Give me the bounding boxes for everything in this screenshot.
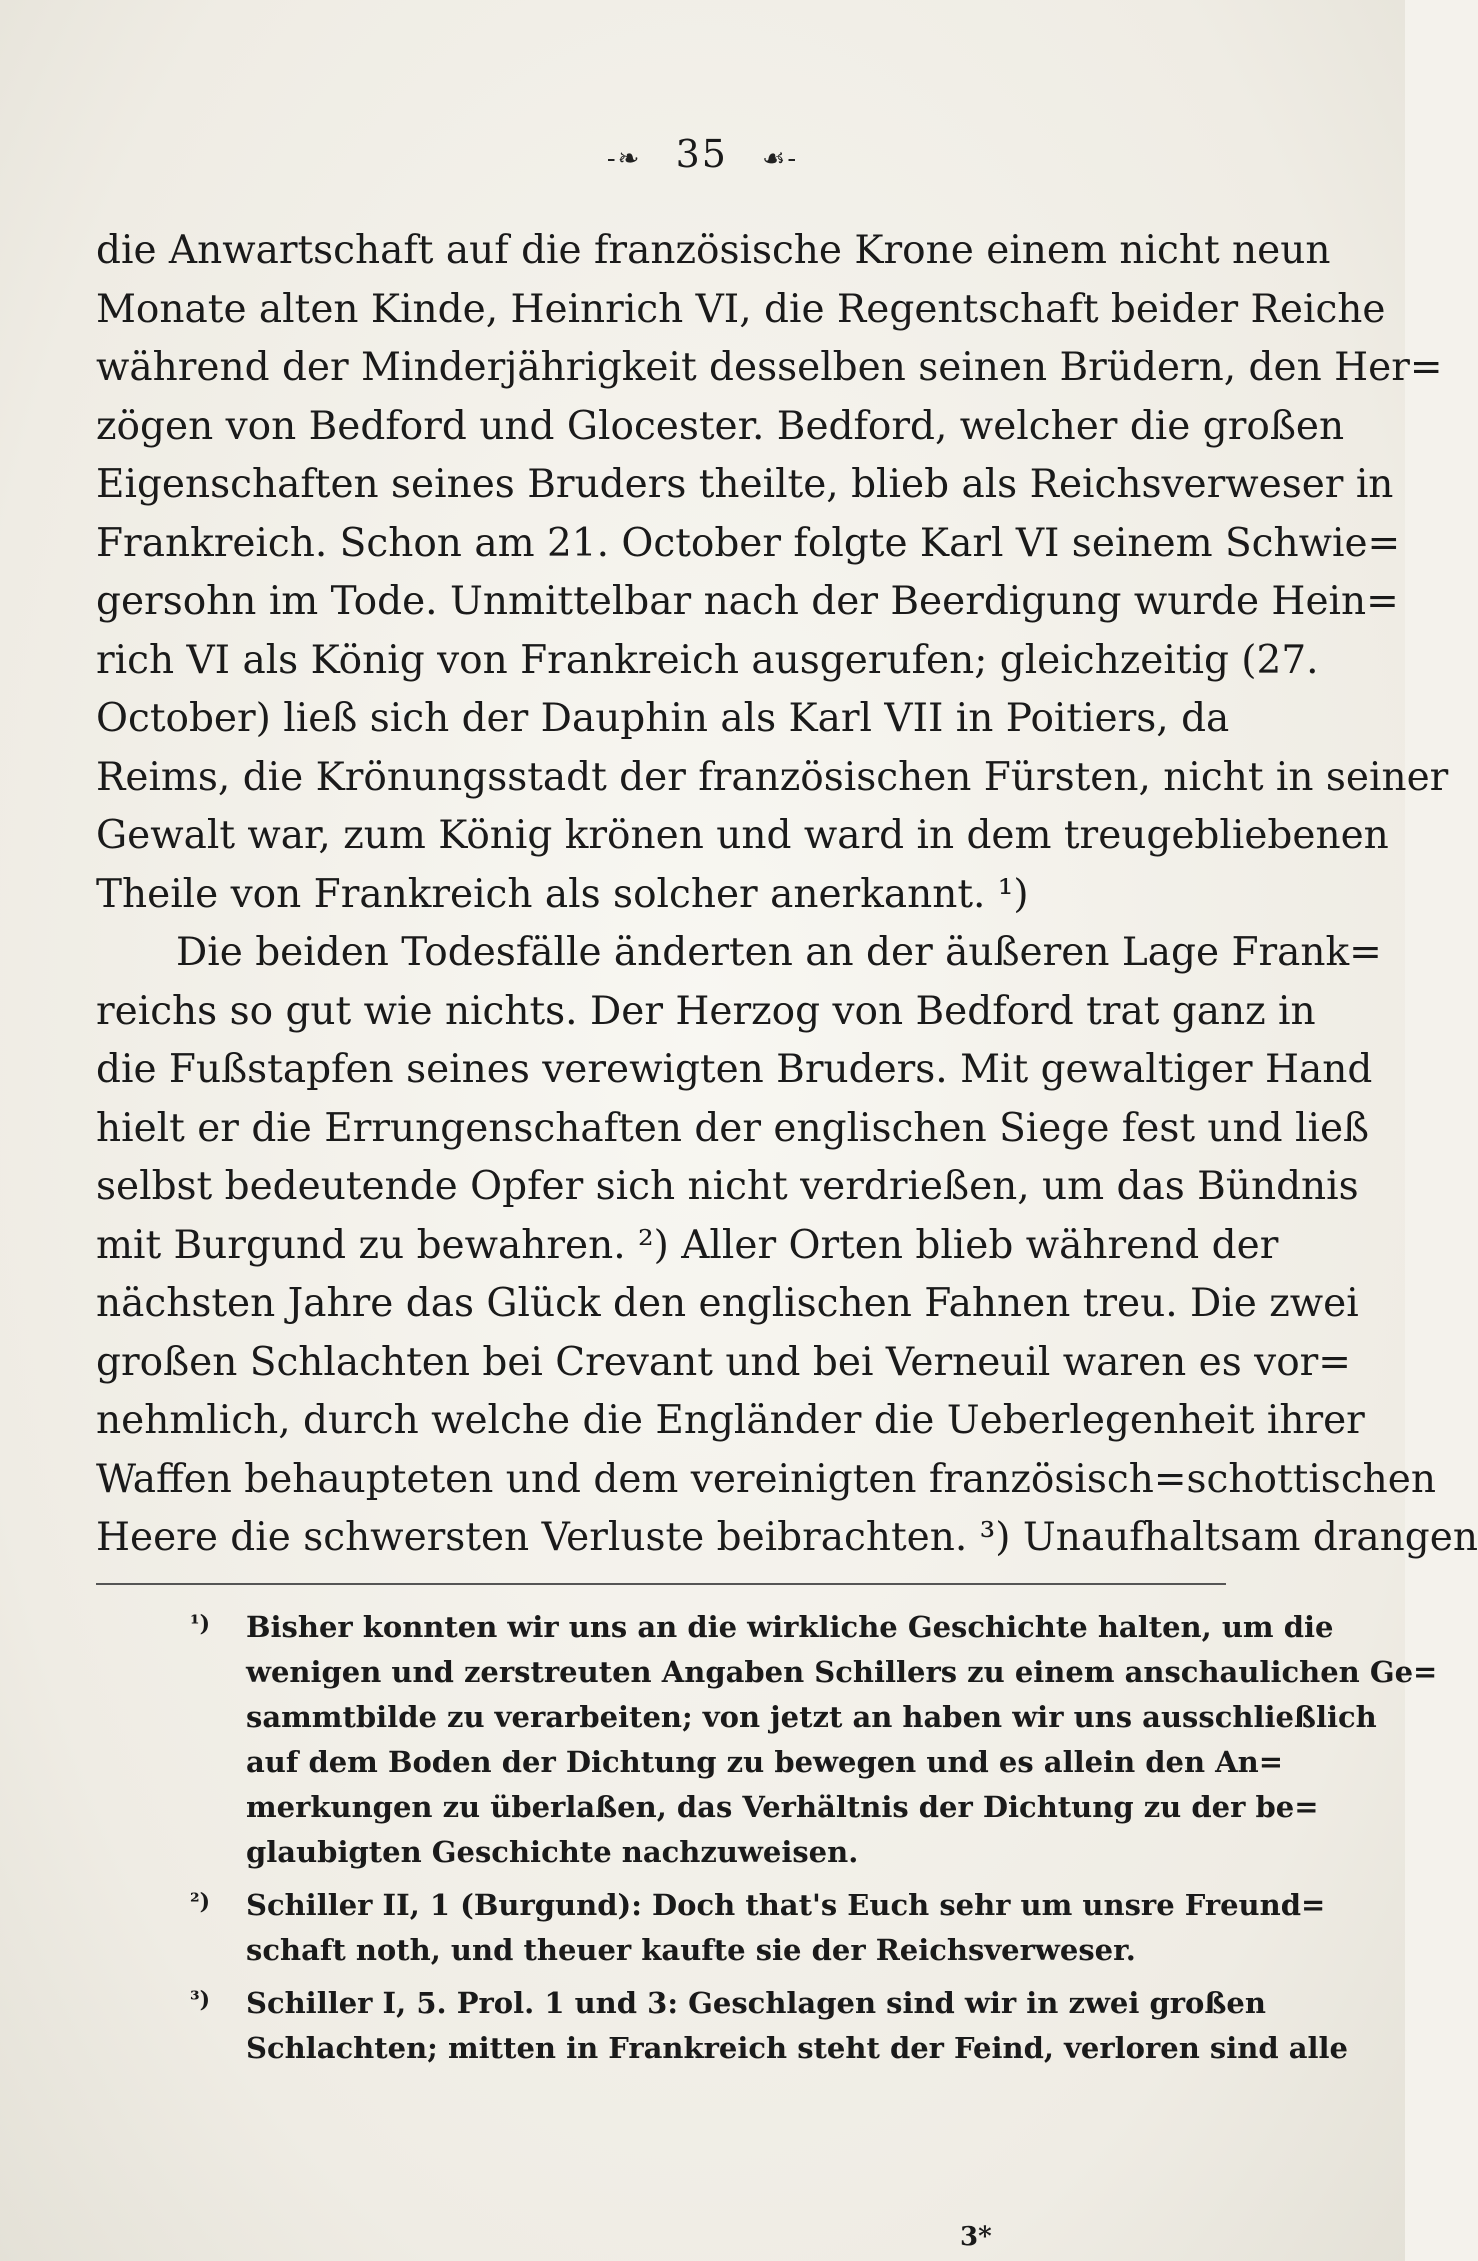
signature-mark: 3* xyxy=(960,2222,992,2252)
ornament-left-icon: -❧ xyxy=(606,144,642,174)
text-line: Theile von Frankreich als solcher anerkannt. ¹) xyxy=(96,871,1029,917)
footnote-line: Bisher konnten wir uns an die wirkliche Geschichte halten, um die xyxy=(246,1610,1334,1644)
footnote-line: Schiller II, 1 (Burgund): Doch that's Euch sehr um unsre Freund= xyxy=(246,1888,1326,1922)
text-line: Reims, die Krönungsstadt der französischen Fürsten, nicht in seiner xyxy=(96,754,1449,800)
footnote-line: Schiller I, 5. Prol. 1 und 3: Geschlagen sind wir in zwei großen xyxy=(246,1986,1266,2020)
footnotes xyxy=(96,1605,1438,2071)
text-line: gersohn im Tode. Unmittelbar nach der Beerdigung wurde Hein= xyxy=(96,579,1399,624)
text-line: Monate alten Kinde, Heinrich VI, die Regentschaft beider Reiche xyxy=(96,286,1386,332)
footnote-line: sammtbilde zu verarbeiten; von jetzt an haben wir uns ausschließlich xyxy=(246,1700,1377,1734)
footnote-2 xyxy=(96,1883,1326,1973)
page-header xyxy=(0,132,1405,176)
main-text xyxy=(96,222,1478,1568)
text-line: hielt er die Errungenschaften der englischen Siege fest und ließ xyxy=(96,1105,1370,1151)
footnote-3 xyxy=(96,1981,1348,2071)
footnote-line: wenigen und zerstreuten Angaben Schillers zu einem anschaulichen Ge= xyxy=(246,1655,1438,1689)
footnote-line: Schlachten; mitten in Frankreich steht der Feind, verloren sind alle xyxy=(246,2031,1348,2065)
ornament-right-icon: ☙- xyxy=(762,144,799,174)
footnote-line: auf dem Boden der Dichtung zu bewegen und es allein den An= xyxy=(246,1745,1284,1779)
text-line: die Fußstapfen seines verewigten Bruders. Mit gewaltiger Hand xyxy=(96,1047,1373,1092)
text-line: mit Burgund zu bewahren. ²) Aller Orten blieb während der xyxy=(96,1222,1279,1268)
text-line: October) ließ sich der Dauphin als Karl VII in Poitiers, da xyxy=(96,696,1230,741)
footnote-marker: ¹) xyxy=(190,1611,211,1637)
text-line: Eigenschaften seines Bruders theilte, blieb als Reichsverweser in xyxy=(96,462,1394,507)
text-line: nächsten Jahre das Glück den englischen Fahnen treu. Die zwei xyxy=(96,1281,1359,1326)
text-line: Heere die schwersten Verluste beibrachten. ³) Unaufhaltsam drangen xyxy=(96,1515,1478,1560)
text-line: nehmlich, durch welche die Engländer die Ueberlegenheit ihrer xyxy=(96,1398,1365,1443)
text-line: rich VI als König von Frankreich ausgerufen; gleichzeitig (27. xyxy=(96,637,1319,683)
footnote-1 xyxy=(96,1605,1438,1875)
footnote-line: schaft noth, und theuer kaufte sie der Reichsverweser. xyxy=(246,1933,1136,1967)
text-line: Frankreich. Schon am 21. October folgte Karl VI seinem Schwie= xyxy=(96,520,1401,566)
footnote-line: merkungen zu überlaßen, das Verhältnis der Dichtung zu der be= xyxy=(246,1790,1319,1824)
text-line: während der Minderjährigkeit desselben seinen Brüdern, den Her= xyxy=(96,345,1443,390)
text-line: Die beiden Todesfälle änderten an der äußeren Lage Frank= xyxy=(176,930,1382,975)
page-number: 35 xyxy=(675,132,728,176)
footnote-line: glaubigten Geschichte nachzuweisen. xyxy=(246,1835,859,1869)
text-line: Waffen behaupteten und dem vereinigten französisch=schottischen xyxy=(96,1456,1436,1502)
footnote-marker: ³) xyxy=(190,1987,211,2013)
text-line: die Anwartschaft auf die französische Krone einem nicht neun xyxy=(96,228,1331,273)
text-line: zögen von Bedford und Glocester. Bedford, welcher die großen xyxy=(96,403,1345,449)
footnote-marker: ²) xyxy=(190,1889,211,1915)
text-line: Gewalt war, zum König krönen und ward in dem treugebliebenen xyxy=(96,813,1389,858)
text-line: großen Schlachten bei Crevant und bei Verneuil waren es vor= xyxy=(96,1339,1351,1385)
footnote-divider xyxy=(96,1583,1226,1585)
text-line: reichs so gut wie nichts. Der Herzog von Bedford trat ganz in xyxy=(96,988,1316,1034)
text-line: selbst bedeutende Opfer sich nicht verdrießen, um das Bündnis xyxy=(96,1164,1359,1209)
